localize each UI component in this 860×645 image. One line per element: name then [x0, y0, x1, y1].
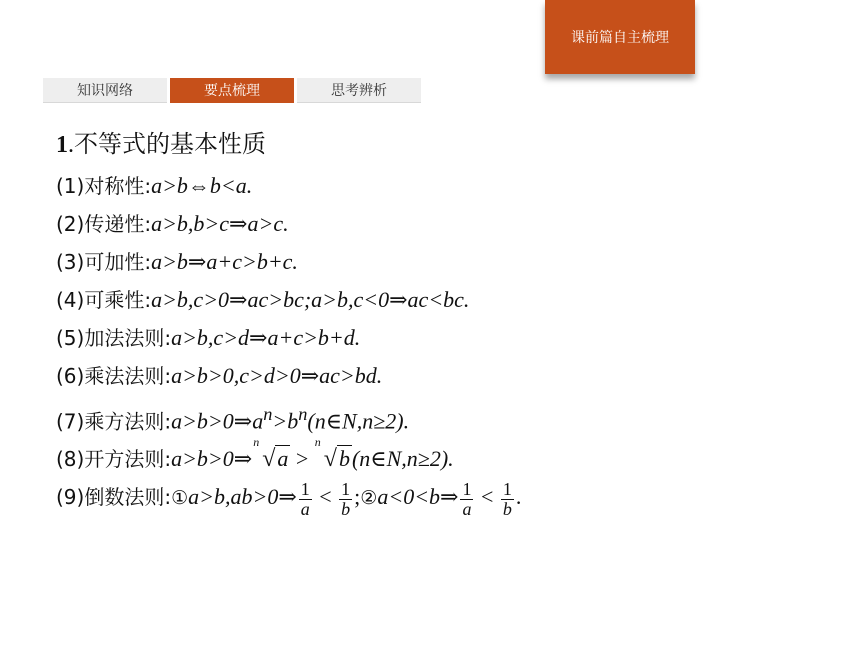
radicand: a	[277, 446, 289, 472]
property-line-root	[56, 435, 816, 478]
radicand: b	[338, 446, 350, 472]
property-line	[56, 205, 816, 243]
property-label: (7)乘方法则:	[56, 409, 172, 434]
property-label: (5)加法法则:	[56, 326, 172, 350]
main-content	[56, 128, 816, 519]
circled-two: ②	[360, 487, 378, 510]
root-index: n	[253, 435, 260, 450]
tab-reflection[interactable]	[297, 78, 421, 103]
denominator: a	[300, 498, 310, 519]
root-index: n	[314, 435, 321, 450]
numerator: 1	[462, 478, 472, 499]
numerator: 1	[341, 478, 351, 499]
end-period: .	[515, 484, 522, 510]
nth-root	[253, 435, 290, 478]
tab-label: 要点梳理	[204, 83, 260, 99]
tab-label: 思考辨析	[331, 83, 387, 99]
property-label: (6)乘法法则:	[56, 364, 172, 388]
comparison-sign: <	[313, 484, 338, 510]
property-formula: a>b,c>0⇒ac>bc;a>b,c<0⇒ac<bc.	[151, 287, 470, 312]
property-formula: a>b,c>d⇒a+c>b+d.	[171, 325, 361, 350]
formula-part: a>b,ab>0⇒	[188, 484, 297, 510]
separator: ;	[354, 484, 361, 510]
property-label: (8)开方法则:	[56, 447, 172, 472]
formula-part: (n∈N,n≥2).	[307, 408, 410, 434]
property-label: (9)倒数法则:	[56, 485, 172, 510]
heading-text: 不等式的基本性质	[74, 130, 266, 158]
fraction	[299, 480, 312, 519]
nav-tabs	[43, 78, 424, 103]
formula-part: a>b>0⇒	[171, 446, 253, 472]
property-formula: a>b⇒a+c>b+c.	[151, 249, 298, 274]
property-line	[56, 167, 816, 205]
property-label: (3)可加性:	[56, 250, 152, 274]
comparison-sign: <	[475, 484, 499, 510]
denominator: b	[502, 498, 512, 519]
tab-label: 知识网络	[77, 83, 133, 99]
property-line-reciprocal	[56, 478, 816, 518]
property-line	[56, 319, 816, 357]
section-heading: 1.不等式的基本性质	[56, 130, 266, 158]
property-line-power	[56, 395, 816, 440]
section-tab-label: 课前篇自主梳理	[571, 30, 669, 46]
numerator: 1	[502, 478, 512, 499]
radical-sign: √	[262, 446, 276, 473]
comparison-sign: >	[290, 446, 314, 472]
property-formula: a>b⇔b<a.	[151, 173, 253, 198]
property-label: (4)可乘性:	[56, 288, 152, 312]
property-line	[56, 281, 816, 319]
formula-part: a<0<b⇒	[377, 484, 459, 510]
nth-root	[314, 435, 352, 478]
property-label: (2)传递性:	[56, 212, 152, 236]
formula-part: a>b>0⇒a	[171, 408, 264, 434]
numerator: 1	[300, 478, 310, 499]
tab-knowledge-network[interactable]	[43, 78, 167, 103]
circled-one: ①	[171, 487, 189, 510]
property-label: (1)对称性:	[56, 174, 152, 198]
denominator: b	[341, 498, 351, 519]
radical-sign: √	[323, 446, 337, 473]
fraction	[460, 480, 473, 519]
formula-part: >b	[272, 408, 299, 434]
heading-number: 1	[56, 132, 68, 158]
exponent: n	[263, 404, 273, 424]
fraction	[501, 480, 514, 519]
fraction	[339, 480, 352, 519]
formula-part: (n∈N,n≥2).	[351, 446, 454, 472]
property-formula: a>b>0,c>d>0⇒ac>bd.	[171, 363, 383, 388]
exponent: n	[298, 404, 308, 424]
property-formula: a>b,b>c⇒a>c.	[151, 211, 289, 236]
section-tab[interactable]	[545, 0, 695, 74]
property-line	[56, 243, 816, 281]
tab-key-points[interactable]	[170, 78, 294, 103]
property-line	[56, 357, 816, 395]
denominator: a	[462, 498, 472, 519]
